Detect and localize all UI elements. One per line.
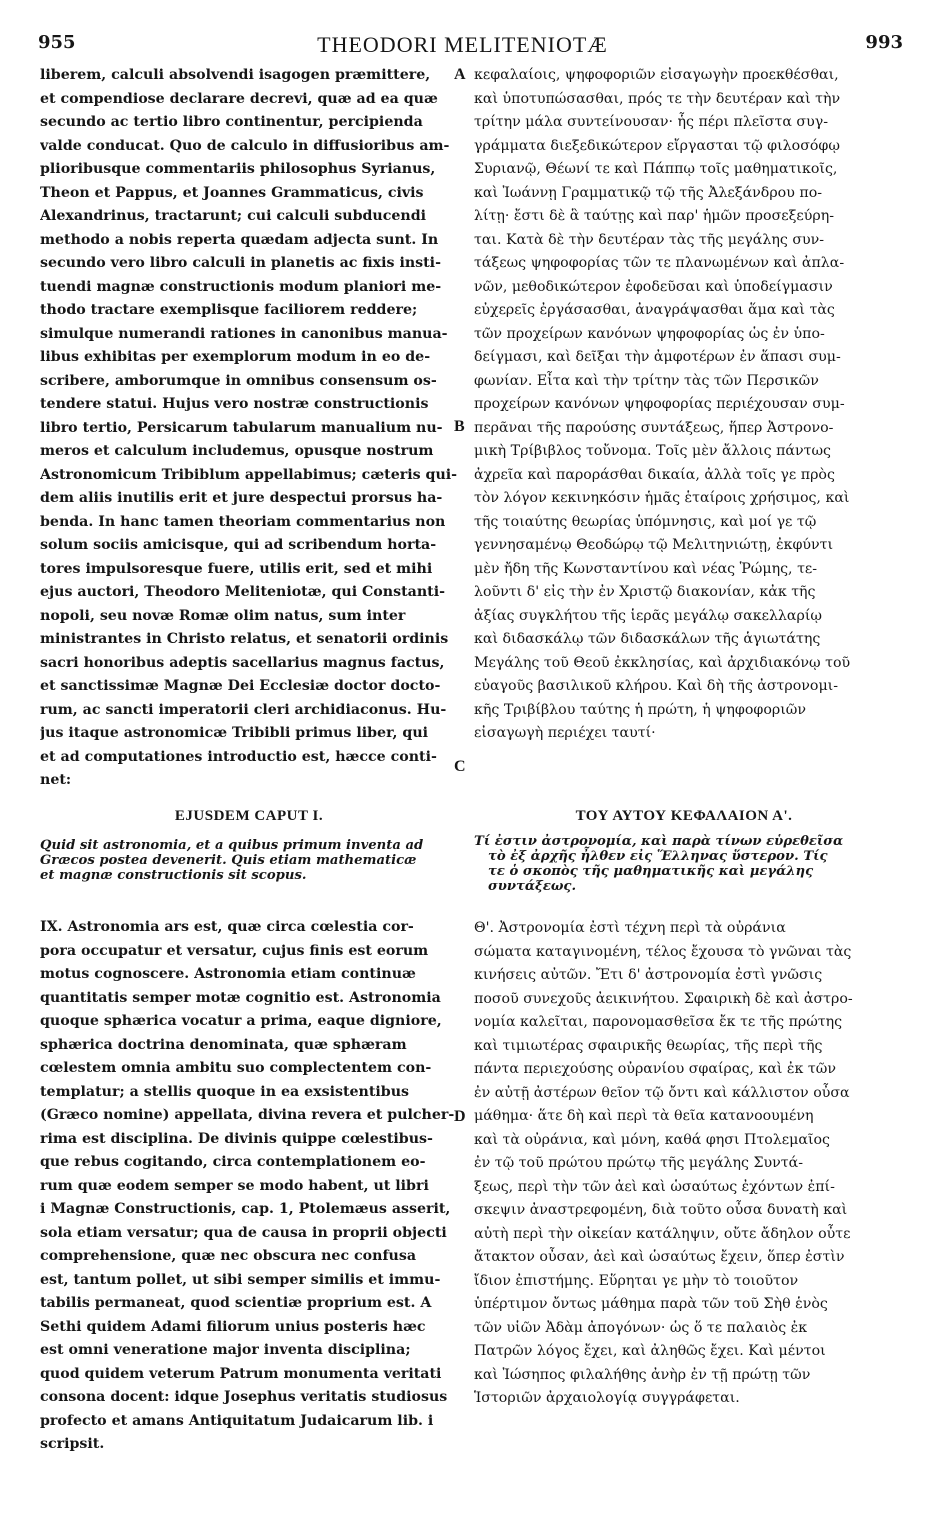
- text-line: καὶ Ἰώσηπος φιλαλήθης ἀνὴρ ἐν τῇ πρώτῃ τῶν: [474, 1366, 811, 1383]
- text-line: Græcos postea devenerit. Quis etiam mathematicæ: [40, 853, 417, 868]
- text-line: αὐτὴ περὶ τὴν οἰκείαν κατάληψιν, οὔτε ἄδηλον οὖτε: [474, 1225, 851, 1242]
- running-title: THEODORI MELITENIOTÆ: [317, 32, 608, 57]
- text-line: tores impulsoresque fuere, utilis erit, sed et mihi: [40, 560, 433, 577]
- margin-marker-b: B: [454, 418, 465, 435]
- text-line: cœlestem omnia ambitu suo complectentem con-: [40, 1060, 432, 1076]
- text-line: profecto et amans Antiquitatum Judaicarum lib. i: [40, 1412, 434, 1429]
- text-line: scripsit.: [40, 1436, 105, 1452]
- text-line: et sanctissimæ Magnæ Dei Ecclesiæ doctor docto-: [40, 678, 441, 694]
- greek-chapter-text: [474, 917, 894, 1411]
- text-line: τρίτην μάλα συντείνουσαν· ἧς πέρι πλεῖστα συγ-: [474, 114, 828, 130]
- text-line: plioribusque commentariis philosophus Syrianus,: [40, 161, 436, 177]
- text-line: que rebus cogitando, circa contemplationem eo-: [40, 1154, 426, 1170]
- text-line: comprehensione, quæ nec obscura nec confusa: [40, 1248, 417, 1264]
- text-line: libro tertio, Persicarum tabularum manualium nu-: [40, 419, 443, 436]
- text-line: κινήσεις αὐτῶν. Ἔτι δ' ἀστρονομία ἐστὶ γνῶσις: [474, 967, 823, 983]
- text-line: consona docent: idque Josephus veritatis studiosus: [40, 1389, 448, 1405]
- text-line: τὸ ἐξ ἀρχῆς ἦλθεν εἰς Ἕλληνας ὕστερον. Τίς: [488, 849, 828, 864]
- text-line: λίτῃ· ἔστι δὲ ἃ ταύτῃς καὶ παρ' ἡμῶν προσεξεύρη-: [474, 208, 835, 224]
- latin-chapter-summary: [40, 838, 458, 883]
- text-line: libus exhibitas per exemplorum modum in eo de-: [40, 349, 431, 365]
- text-line: ποσοῦ συνεχοῦς ἀεικινήτου. Σφαιρικὴ δὲ καὶ ἀστρο-: [474, 990, 853, 1007]
- text-line: simulque numerandi rationes in canonibus manua-: [40, 325, 448, 342]
- text-line: ἄτακτον οὖσαν, ἀεὶ καὶ ὡσαύτως ἔχειν, ὅπερ ἐστὶν: [474, 1249, 845, 1265]
- running-head: [0, 30, 925, 60]
- text-line: καὶ τιμιωτέρας σφαιρικῆς θεωρίας, τῆς περὶ τῆς: [474, 1037, 823, 1054]
- text-line: Πατρῶν λόγος ἔχει, καὶ ἀληθῶς ἔχει. Καὶ μέντοι: [474, 1343, 826, 1359]
- text-line: Μεγάλης τοῦ Θεοῦ ἐκκλησίας, καὶ ἀρχιδιακόνῳ τοῦ: [474, 654, 851, 671]
- text-line: quoque sphærica vocatur a prima, eaque digniore,: [40, 1013, 442, 1029]
- text-line: ὑπέρτιμον ὄντως μάθημα παρὰ τῶν τοῦ Σὴθ ἑνὸς: [474, 1296, 828, 1312]
- text-line: ἐν τῷ τοῦ πρώτου πρώτῳ τῆς μεγάλης Συντά-: [474, 1155, 804, 1171]
- text-line: methodo a nobis reperta quædam adjecta sunt. In: [40, 231, 439, 248]
- text-line: net:: [40, 772, 72, 788]
- text-line: μὲν ἤδη τῆς Κωνσταντίνου καὶ νέας Ῥώμης, τε-: [474, 560, 818, 577]
- text-line: Τί ἐστιν ἀστρονομία, καὶ παρὰ τίνων εὑρεθεῖσα: [474, 834, 844, 849]
- text-line: καὶ διδασκάλῳ τῶν διδασκάλων τῆς ἁγιωτάτης: [474, 631, 821, 647]
- text-line: τάξεως ψηφοφορίας τῶν τε πλανωμένων καὶ ἀπλα-: [474, 255, 845, 271]
- text-line: ἐν αὐτῇ ἀστέρων θεῖον τῷ ὄντι καὶ κάλλιστον οὖσα: [474, 1084, 850, 1101]
- text-line: εὐχερεῖς ἐργάσασθαι, ἀναγράψασθαι ἅμα καὶ τὰς: [474, 302, 835, 318]
- text-line: Quid sit astronomia, et a quibus primum inventa ad: [40, 838, 424, 853]
- text-line: σώματα καταγινομένη, τέλος ἔχουσα τὸ γνῶναι τὰς: [474, 943, 852, 960]
- text-line: liberem, calculi absolvendi isagogen præmittere,: [40, 67, 431, 83]
- text-line: τῶν υἱῶν Ἀδὰμ ἀπογόνων· ὡς ὅ τε παλαιὸς ἐκ: [474, 1319, 808, 1336]
- text-line: est, tantum pollet, ut sibi semper similis et immu-: [40, 1271, 441, 1288]
- text-line: εἰσαγωγὴ περιέχει ταυτί·: [474, 725, 656, 741]
- text-line: Astronomicum Tribiblum appellabimus; cæteris qui-: [40, 466, 458, 483]
- text-line: templatur; a stellis quoque in ea exsistentibus: [40, 1083, 410, 1100]
- greek-intro: [474, 64, 894, 746]
- text-line: rima est disciplina. De divinis quippe cœlestibus-: [40, 1130, 433, 1147]
- text-line: νῶν, μεθοδικώτερον ἐφοδεῦσαι καὶ ὑποδείγμασιν: [474, 278, 833, 295]
- text-line: γεννησαμένῳ Θεοδώρῳ τῷ Μελιτηνιώτῃ, ἐκφύντι: [474, 537, 834, 553]
- text-line: Sethi quidem Adami filiorum unius posteris hæc: [40, 1318, 426, 1335]
- text-line: μικὴ Τρίβιβλος τοὔνομα. Τοῖς μὲν ἄλλοις πάντως: [474, 443, 831, 459]
- text-line: meros et calculum includemus, opusque nostrum: [40, 443, 434, 459]
- text-line: et ad computationes introductio est, hæcce conti-: [40, 748, 437, 765]
- text-line: γράμματα διεξεδικώτερον εἴργασται τῷ φιλοσόφῳ: [474, 137, 840, 154]
- text-line: τῆς τοιαύτης θεωρίας ὑπόμνησις, καὶ μοί γε τῷ: [474, 513, 817, 530]
- latin-chapter-heading: EJUSDEM CAPUT I.: [174, 808, 324, 824]
- text-line: τῶν προχείρων κανόνων ψηφοφορίας ὡς ἐν ὑπο-: [474, 325, 825, 342]
- text-line: motus cognoscere. Astronomia etiam continuæ: [40, 966, 416, 982]
- text-line: ἀχρεῖα καὶ παροράσθαι δικαία, ἀλλὰ τοῖς γε πρὸς: [474, 466, 835, 483]
- text-line: τὸν λόγον κεκινηκόσιν ἡμᾶς ἑταίροις χρήσιμος, καὶ: [474, 490, 850, 506]
- text-line: Alexandrinus, tractarunt; cui calculi subducendi: [40, 208, 427, 224]
- text-line: πάντα περιεχούσης οὐρανίου σφαίρας, καὶ ἐκ τῶν: [474, 1061, 836, 1077]
- text-line: quod quidem veterum Patrum monumenta veritati: [40, 1365, 442, 1382]
- text-line: benda. In hanc tamen theoriam commentarius non: [40, 513, 446, 530]
- text-line: ται. Κατὰ δὲ τὴν δευτέραν τὰς τῆς μεγάλης συν-: [474, 231, 825, 248]
- text-line: nopoli, seu novæ Romæ olim natus, sum inter: [40, 607, 406, 624]
- margin-marker-a: A: [454, 66, 466, 83]
- text-line: συντάξεως.: [488, 879, 577, 894]
- text-line: φωνίαν. Εἶτα καὶ τὴν τρίτην τὰς τῶν Περσικῶν: [474, 372, 819, 389]
- text-line: ξεως, περὶ τὴν τῶν ἀεὶ καὶ ὡσαύτως ἐχόντων ἐπί-: [474, 1178, 835, 1195]
- text-line: dem aliis inutilis erit et jure despectui prorsus ha-: [40, 490, 443, 506]
- latin-chapter-text: [40, 916, 458, 1457]
- text-line: τε ὁ σκοπὸς τῆς μαθηματικῆς καὶ μεγάλης: [488, 864, 814, 879]
- text-line: καὶ Ἰωάννῃ Γραμματικῷ τῷ τῆς Ἀλεξάνδρου πο-: [474, 184, 823, 201]
- text-line: ἀξίας συγκλήτου τῆς ἱερᾶς μεγάλῳ σακελλαρίῳ: [474, 607, 822, 624]
- text-line: jus itaque astronomicæ Tribibli primus liber, qui: [40, 725, 429, 741]
- text-line: quantitatis semper motæ cognitio est. Astronomia: [40, 989, 441, 1006]
- text-line: secundo vero libro calculi in planetis ac fixis insti-: [40, 255, 441, 271]
- text-line: secundo ac tertio libro continentur, percipienda: [40, 114, 423, 130]
- page-number-left: 955: [38, 32, 76, 53]
- text-line: tuendi magnæ constructionis modum planiori me-: [40, 278, 442, 295]
- text-line: et magnæ constructionis sit scopus.: [40, 868, 307, 883]
- text-line: κεφαλαίοις, ψηφοφοριῶν εἰσαγωγὴν προεκθέσθαι,: [474, 67, 839, 83]
- text-line: καὶ ὑποτυπώσασθαι, πρός τε τὴν δευτέραν καὶ τὴν: [474, 90, 841, 107]
- text-line: καὶ τὰ οὐράνια, καὶ μόνη, καθά φησι Πτολεμαῖος: [474, 1131, 830, 1148]
- text-line: Theon et Pappus, et Joannes Grammaticus, civis: [40, 184, 424, 201]
- greek-chapter-summary: [474, 834, 894, 894]
- text-line: scribere, amborumque in omnibus consensum os-: [40, 372, 437, 389]
- greek-chapter-heading: ΤΟΥ ΑΥΤΟΥ ΚΕΦΑΛΑΙΟΝ Α'.: [575, 808, 793, 824]
- text-line: ejus auctori, Theodoro Meliteniotæ, qui Constanti-: [40, 584, 445, 600]
- text-line: μάθημα· ἅτε δὴ καὶ περὶ τὰ θεῖα κατανοουμένη: [474, 1108, 814, 1124]
- text-line: Θ'. Ἀστρονομία ἐστὶ τέχνη περὶ τὰ οὐράνια: [474, 920, 786, 936]
- text-line: thodo tractare exemplisque faciliorem reddere;: [40, 302, 418, 318]
- text-line: solum sociis amicisque, qui ad scribendum horta-: [40, 537, 437, 553]
- latin-intro: [40, 64, 458, 793]
- text-line: tendere statui. Hujus vero nostræ constructionis: [40, 396, 429, 412]
- text-line: δείγμασι, καὶ δεῖξαι τὴν ἀμφοτέρων ἐν ἅπασι συμ-: [474, 349, 841, 365]
- text-line: προχείρων κανόνων ψηφοφορίας περιέχουσαν συμ-: [474, 396, 845, 412]
- text-line: et compendiose declarare decrevi, quæ ad ea quæ: [40, 90, 438, 107]
- text-line: i Magnæ Constructionis, cap. 1, Ptolemæus asserit,: [40, 1201, 451, 1217]
- text-line: (Græco nomine) appellata, divina revera et pulcher-: [40, 1107, 455, 1123]
- text-line: sacri honoribus adeptis sacellarius magnus factus,: [40, 654, 445, 671]
- text-line: σκεψιν ἀναστρεφομένη, διὰ τοῦτο οὖσα δυνατὴ καὶ: [474, 1202, 848, 1218]
- text-line: IX. Astronomia ars est, quæ circa cœlestia cor-: [40, 919, 414, 935]
- text-line: valde conducat. Quo de calculo in diffusioribus am-: [40, 137, 450, 154]
- margin-marker-d: D: [454, 1108, 466, 1125]
- page-number-right: 993: [865, 32, 903, 53]
- text-line: ἴδιον ἐπιστήμης. Εὕρηται γε μὴν τὸ τοιοῦτον: [474, 1272, 799, 1289]
- text-line: pora occupatur et versatur, cujus finis est eorum: [40, 942, 429, 959]
- text-line: tabilis permaneat, quod scientiæ proprium est. A: [40, 1295, 432, 1311]
- text-line: sphærica doctrina denominata, quæ sphæram: [40, 1036, 407, 1053]
- text-line: Συριανῷ, Θέωνί τε καὶ Πάππῳ τοῖς μαθηματικοῖς,: [474, 161, 838, 177]
- text-line: νομία καλεῖται, παρονομασθεῖσα ἔκ τε τῆς πρώτης: [474, 1014, 843, 1030]
- text-line: rum quæ eodem semper se modo habent, ut libri: [40, 1177, 429, 1194]
- text-line: λοῦντι δ' εἰς τὴν ἐν Χριστῷ διακονίαν, κἀκ τῆς: [474, 584, 816, 600]
- text-line: ministrantes in Christo relatus, et senatorii ordinis: [40, 631, 449, 647]
- text-line: Ἱστοριῶν ἀρχαιολογίᾳ συγγράφεται.: [474, 1390, 740, 1406]
- text-line: περᾶναι τῆς παρούσης συντάξεως, ἥπερ Ἀστρονο-: [474, 419, 834, 436]
- text-line: est omni veneratione major inventa disciplina;: [40, 1342, 411, 1358]
- text-line: κῆς Τριβίβλου ταύτης ἡ πρώτη, ἡ ψηφοφοριῶν: [474, 701, 806, 718]
- text-line: sola etiam versatur; qua de causa in proprii objecti: [40, 1224, 447, 1241]
- text-line: εὐαγοῦς βασιλικοῦ κλήρου. Καὶ δὴ τῆς ἀστρονομι-: [474, 678, 839, 694]
- margin-marker-c: C: [454, 758, 466, 775]
- text-line: rum, ac sancti imperatorii cleri archidiaconus. Hu-: [40, 701, 447, 718]
